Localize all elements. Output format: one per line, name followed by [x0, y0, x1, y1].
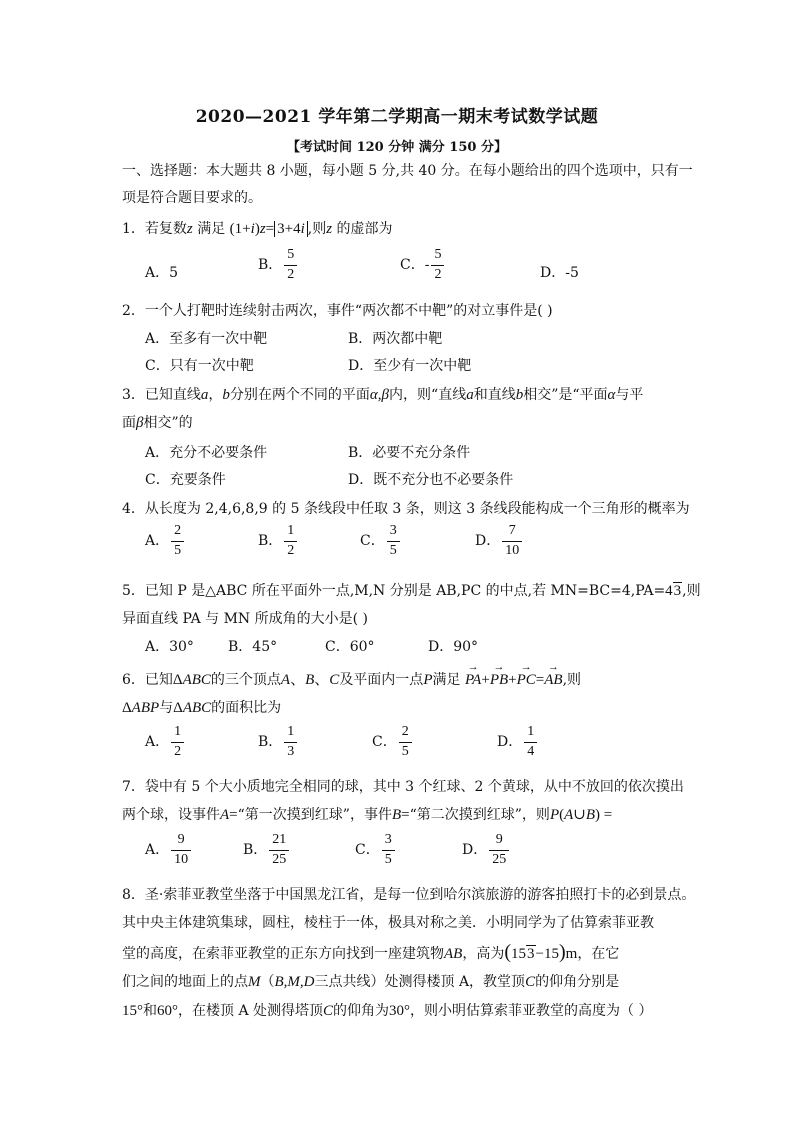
question-1: 1．若复数z 满足 (1+i)z= 3+4i ,则z 的虚部为: [122, 221, 393, 237]
question-2: 2．一个人打靶时连续射击两次，事件“两次都不中靶”的对立事件是( ): [122, 303, 553, 319]
question-6-line2: ΔABP与ΔABC的面积比为: [122, 700, 282, 716]
q5-option-d: D．90°: [428, 639, 479, 655]
question-8-line5: 15°和60°，在楼顶 A 处测得塔顶C的仰角为30°，则小明估算索菲亚教堂的高度为（ ）: [122, 1003, 653, 1019]
question-3-line2: 面β相交”的: [122, 415, 193, 431]
section-intro-line1: 一、选择题：本大题共 8 小题，每小题 5 分,共 40 分。在每小题给出的四个选项中，只有一: [122, 163, 693, 179]
q6-option-b: B． $\frac{1}{3}$: [258, 725, 299, 759]
question-8-line3: 堂的高度，在索菲亚教堂的正东方向找到一座建筑物AB，高为(153−15)m，在它: [122, 941, 620, 963]
q1-option-d: D．-5: [540, 265, 579, 281]
exam-title: 2020—2021 学年第二学期高一期末考试数学试题: [195, 107, 599, 127]
question-5-line2: 异面直线 PA 与 MN 所成角的大小是( ): [122, 611, 369, 627]
question-8-line1: 8．圣·索菲亚教堂坐落于中国黑龙江省，是每一位到哈尔滨旅游的游客拍照打卡的必到景点。: [122, 887, 696, 903]
question-3-line1: 3．已知直线a，b分别在两个不同的平面α,β内，则“直线a和直线b相交”是“平面α与平: [122, 387, 644, 403]
q2-option-c: C．只有一次中靶: [145, 358, 254, 374]
q2-option-a: A．至多有一次中靶: [145, 331, 268, 347]
q1-option-b: B． $\frac{5}{2}$: [258, 248, 299, 282]
q5-option-b: B．45°: [228, 639, 278, 655]
question-7-line2: 两个球，设事件A=“第一次摸到红球”，事件B=“第二次摸到红球”，则P(A∪B) =: [122, 807, 613, 823]
exam-subtitle: 【考试时间 120 分钟 满分 150 分】: [287, 140, 507, 155]
q6-option-d: D． $\frac{1}{4}$: [497, 725, 539, 759]
q5-option-c: C．60°: [325, 639, 375, 655]
q3-option-a: A．充分不必要条件: [145, 445, 268, 461]
q6-option-a: A． $\frac{1}{2}$: [145, 725, 186, 759]
q4-option-c: C． $\frac{3}{5}$: [360, 524, 402, 558]
question-5-line1: 5．已知 P 是△ABC 所在平面外一点,M,N 分别是 AB,PC 的中点,若 MN=BC=4,PA=43,则: [122, 583, 701, 599]
section-intro-line2: 项是符合题目要求的。: [122, 190, 262, 206]
q2-option-d: D．至少有一次中靶: [348, 358, 472, 374]
q4-option-a: A． $\frac{2}{5}$: [145, 524, 186, 558]
q5-option-a: A．30°: [145, 639, 194, 655]
q1-option-c: C．- $\frac{5}{2}$: [400, 248, 446, 282]
question-4: 4．从长度为 2,4,6,8,9 的 5 条线段中任取 3 条，则这 3 条线段能构成一个三角形的概率为: [122, 501, 690, 517]
question-8-line2: 其中央主体建筑集球，圆柱，棱柱于一体，极具对称之美．小明同学为了估算索菲亚教: [122, 915, 654, 931]
question-7-line1: 7．袋中有 5 个大小质地完全相同的球，其中 3 个红球、2 个黄球，从中不放回的依次摸出: [122, 779, 684, 795]
q7-option-b: B． $\frac{21}{25}$: [243, 833, 291, 867]
question-6-line1: 6．已知ΔABC的三个顶点A、B、C及平面内一点P满足 → PA+→ PB+→ PC=→ AB,则: [122, 668, 581, 689]
q3-option-b: B．必要不充分条件: [348, 445, 471, 461]
q7-option-a: A． $\frac{9}{10}$: [145, 833, 193, 867]
q7-option-d: D． $\frac{9}{25}$: [462, 833, 511, 867]
q2-option-b: B．两次都中靶: [348, 331, 443, 347]
q1-option-a: A．5: [145, 265, 179, 281]
q3-option-d: D．既不充分也不必要条件: [348, 472, 514, 488]
q3-option-c: C．充要条件: [145, 472, 226, 488]
q6-option-c: C． $\frac{2}{5}$: [372, 725, 414, 759]
q4-option-d: D． $\frac{7}{10}$: [475, 524, 524, 558]
q7-option-c: C． $\frac{3}{5}$: [355, 833, 397, 867]
q4-option-b: B． $\frac{1}{2}$: [258, 524, 299, 558]
question-8-line4: 们之间的地面上的点M（B,M,D三点共线）处测得楼顶 A，教堂顶C的仰角分别是: [122, 974, 620, 990]
